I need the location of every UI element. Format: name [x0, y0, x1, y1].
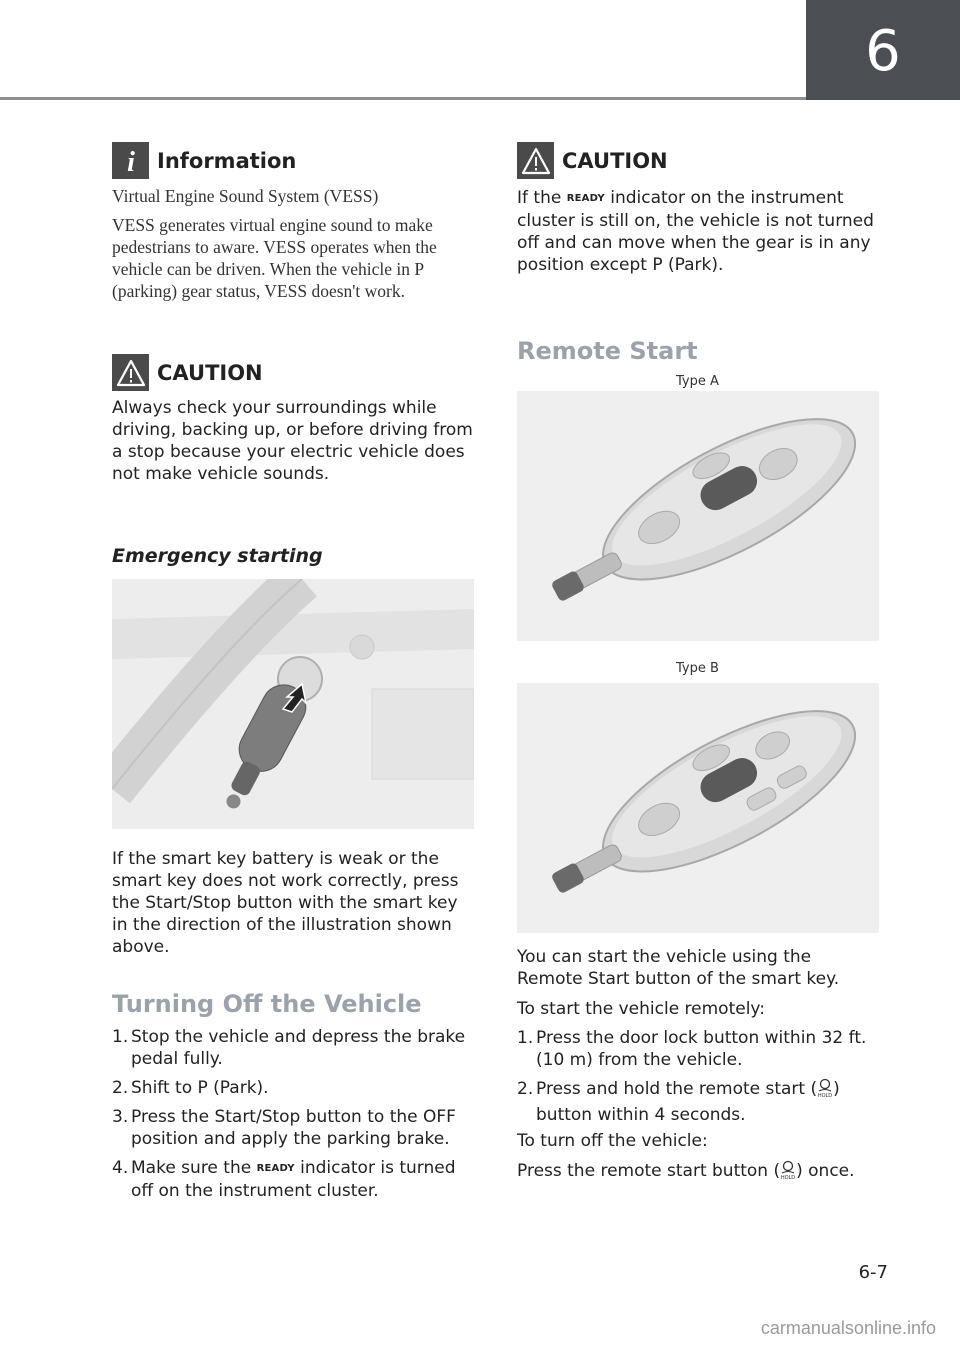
- watermark: carmanualsonline.info: [760, 1318, 936, 1338]
- emergency-starting-title: Emergency starting: [112, 545, 323, 567]
- info-icon: [112, 142, 149, 179]
- turn-off-step-2: 2. Shift to P (Park).: [112, 1078, 269, 1098]
- caution-text-left: Always check your surroundings while driving, backing up, or before driving from a stop because your electric vehicle does not make vehicle sounds.: [112, 398, 473, 484]
- svg-text:i: i: [126, 146, 135, 176]
- turning-off-steps: [112, 1026, 476, 1209]
- to-start-label: To start the vehicle remotely:: [517, 999, 765, 1019]
- remote-step-1: 1. Press the door lock button within 32 ft. (10 m) from the vehicle.: [517, 1028, 867, 1070]
- information-heading: [112, 142, 296, 179]
- type-a-caption: Type A: [676, 374, 719, 389]
- remote-step-2: 2. Press and hold the remote start ( HOLD ) button within 4 seconds.: [517, 1079, 840, 1125]
- warning-icon: [112, 354, 149, 391]
- ready-indicator-icon: READY: [256, 1163, 295, 1174]
- smart-key-type-b-illustration: [517, 683, 879, 933]
- remote-start-title: Remote Start: [517, 337, 698, 365]
- turn-off-step-3: 3. Press the Start/Stop button to the OFF position and apply the parking brake.: [112, 1107, 456, 1149]
- chapter-tab: 6: [806, 0, 960, 100]
- hold-icon-label: HOLD: [780, 1175, 796, 1180]
- information-title: Information: [157, 148, 297, 173]
- ready-indicator-icon: READY: [566, 193, 605, 204]
- emergency-start-illustration: [112, 579, 474, 829]
- smart-key-type-a-illustration: [517, 391, 879, 641]
- caution-heading-left: [112, 354, 263, 391]
- turn-off-step-1: 1. Stop the vehicle and depress the brake pedal fully.: [112, 1027, 466, 1069]
- caution-text-right: If the READY indicator on the instrument cluster is still on, the vehicle is not turned off and can move when the gear is in any position except P (Park).: [517, 188, 874, 275]
- remote-start-steps: [517, 1027, 881, 1133]
- remote-start-intro: You can start the vehicle using the Remote Start button of the smart key.: [517, 947, 840, 989]
- emergency-starting-text: If the smart key battery is weak or the smart key does not work correctly, press the Start/Stop button with the smart key in the direction of the illustration shown above.: [112, 849, 459, 957]
- caution-title-right: CAUTION: [562, 148, 668, 173]
- remote-start-hold-icon: [780, 1160, 796, 1186]
- vess-line: Virtual Engine Sound System (VESS): [112, 186, 379, 206]
- to-off-label: To turn off the vehicle:: [517, 1131, 708, 1151]
- caution-title-left: CAUTION: [157, 360, 263, 385]
- caution-heading-right: [517, 142, 668, 179]
- hold-icon-label: HOLD: [817, 1093, 833, 1098]
- press-once-text: Press the remote start button ( HOLD ) once.: [517, 1160, 881, 1186]
- type-b-caption: Type B: [676, 661, 719, 676]
- warning-icon: [517, 142, 554, 179]
- turning-off-title: Turning Off the Vehicle: [112, 990, 422, 1018]
- turn-off-step-4: 4. Make sure the READY indicator is turned off on the instrument cluster.: [112, 1158, 456, 1201]
- vess-paragraph: VESS generates virtual engine sound to make pedestrians to aware. VESS operates when the vehicle can be driven. When the vehicle in P (parking) gear status, VESS doesn't work.: [112, 215, 437, 301]
- header-rule: [0, 97, 806, 100]
- remote-start-hold-icon: [817, 1078, 833, 1104]
- page-number: 6-7: [858, 1262, 888, 1283]
